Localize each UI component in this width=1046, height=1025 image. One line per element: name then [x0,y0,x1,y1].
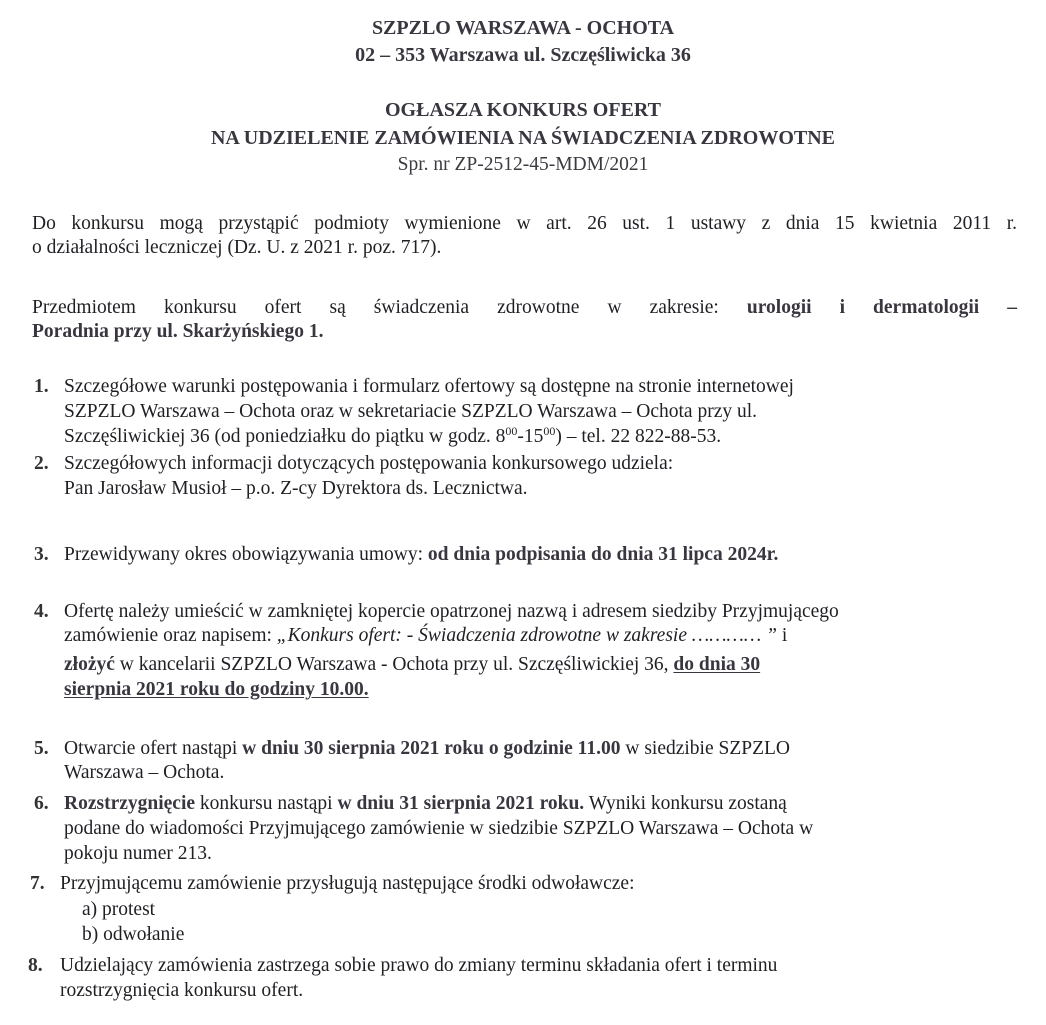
item1-hours-mid: -15 [517,426,544,447]
item-number-4: 4. [34,601,49,622]
case-number: Spr. nr ZP-2512-45-MDM/2021 [397,154,649,175]
item8-line2: rozstrzygnięcia konkursu ofert. [60,980,304,1001]
item5-text2: w siedzibie SZPZLO [625,738,791,759]
org-name: SZPZLO WARSZAWA - OCHOTA [371,17,675,39]
item7-line1: Przyjmującemu zamówienie przysługują następujące środki odwoławcze: [60,873,635,894]
item7-option-a: a) protest [82,899,156,920]
item8-line1: Udzielający zamówienia zastrzega sobie prawo do zmiany terminu składania ofert i terminu [60,955,778,976]
item-number-8: 8. [28,955,43,976]
item4-line4 [64,678,1012,701]
item4-office: w kancelarii SZPZLO Warszawa - Ochota przy ul. Szczęśliwickiej 36, [119,654,669,675]
item1-hours-sup2: 00 [543,424,556,438]
item4-line1: Ofertę należy umieścić w zamkniętej kopercie opatrzonej nazwą i adresem siedziby Przyjmującego [64,601,839,622]
item-number-7: 7. [30,873,45,894]
item6-resolution: Rozstrzygnięcie [64,793,196,814]
item-number-2: 2. [34,453,49,474]
item3-period: od dnia podpisania do dnia 31 lipca 2024r. [427,544,779,565]
item6-date: w dniu 31 sierpnia 2021 roku. [337,793,585,814]
item4-line2 [64,624,1012,647]
item1-line3 [64,425,1012,448]
item4-conj: i [781,625,788,646]
item4-envelope-label: „Konkurs ofert: - Świadczenia zdrowotne w zakresie ………… ” [276,625,777,646]
item7-option-b: b) odwołanie [82,924,185,945]
item6-text1: konkursu nastąpi [199,793,333,814]
item6-line1 [64,792,1012,815]
intro-line1: Do konkursu mogą przystąpić podmioty wymienione w art. 26 ust. 1 ustawy z dnia 15 kwietnia 2011 r. [32,213,1017,234]
subject-scope: urologii i dermatologii – [746,297,1017,318]
item4-deadline-part2: sierpnia 2021 roku do godziny 10.00. [64,679,369,700]
item1-hours-sup1: 00 [505,424,518,438]
item4-submit: złożyć [64,654,115,675]
item-number-1: 1. [34,376,49,397]
item6-line3: pokoju numer 213. [64,843,212,864]
item6-line2: podane do wiadomości Przyjmującego zamówienie w siedzibie SZPZLO Warszawa – Ochota w [64,818,814,839]
subject-clinic: Poradnia przy ul. Skarżyńskiego 1. [32,321,324,342]
org-address: 02 – 353 Warszawa ul. Szczęśliwicka 36 [355,44,691,66]
item5-text1: Otwarcie ofert nastąpi [64,738,238,759]
item5-line1 [64,737,1012,760]
item1-line2: SZPZLO Warszawa – Ochota oraz w sekretariacie SZPZLO Warszawa – Ochota przy ul. [64,401,758,422]
item-number-5: 5. [34,738,49,759]
item3-text: Przewidywany okres obowiązywania umowy: [64,544,424,565]
item6-text2: Wyniki konkursu zostaną [588,793,787,814]
announcement-title-line1: OGŁASZA KONKURS OFERT [384,99,661,121]
item1-phone: ) – tel. 22 822-88-53. [555,426,722,447]
subject-line1 [32,296,1017,319]
item2-line1: Szczegółowych informacji dotyczących postępowania konkursowego udziela: [64,453,674,474]
subject-line2 [32,320,1017,343]
item4-deadline-part1: do dnia 30 [673,654,761,675]
intro-line2: o działalności leczniczej (Dz. U. z 2021 r. poz. 717). [32,237,442,258]
item3-line [64,543,1012,566]
item4-line3 [64,653,1012,676]
item5-line2: Warszawa – Ochota. [64,762,225,783]
item-number-6: 6. [34,793,49,814]
item-number-3: 3. [34,544,49,565]
item1-line1: Szczegółowe warunki postępowania i formularz ofertowy są dostępne na stronie internetowej [64,376,794,397]
item2-line2: Pan Jarosław Musioł – p.o. Z-cy Dyrektora ds. Lecznictwa. [64,478,528,499]
item1-hours-text: Szczęśliwickiej 36 (od poniedziałku do piątku w godz. 8 [64,426,506,447]
subject-text: Przedmiotem konkursu ofert są świadczenia zdrowotne w zakresie: [32,297,719,318]
item4-text: zamówienie oraz napisem: [64,625,272,646]
item5-opening-date: w dniu 30 sierpnia 2021 roku o godzinie 11.00 [242,738,621,759]
announcement-title-line2: NA UDZIELENIE ZAMÓWIENIA NA ŚWIADCZENIA ZDROWOTNE [210,127,835,149]
